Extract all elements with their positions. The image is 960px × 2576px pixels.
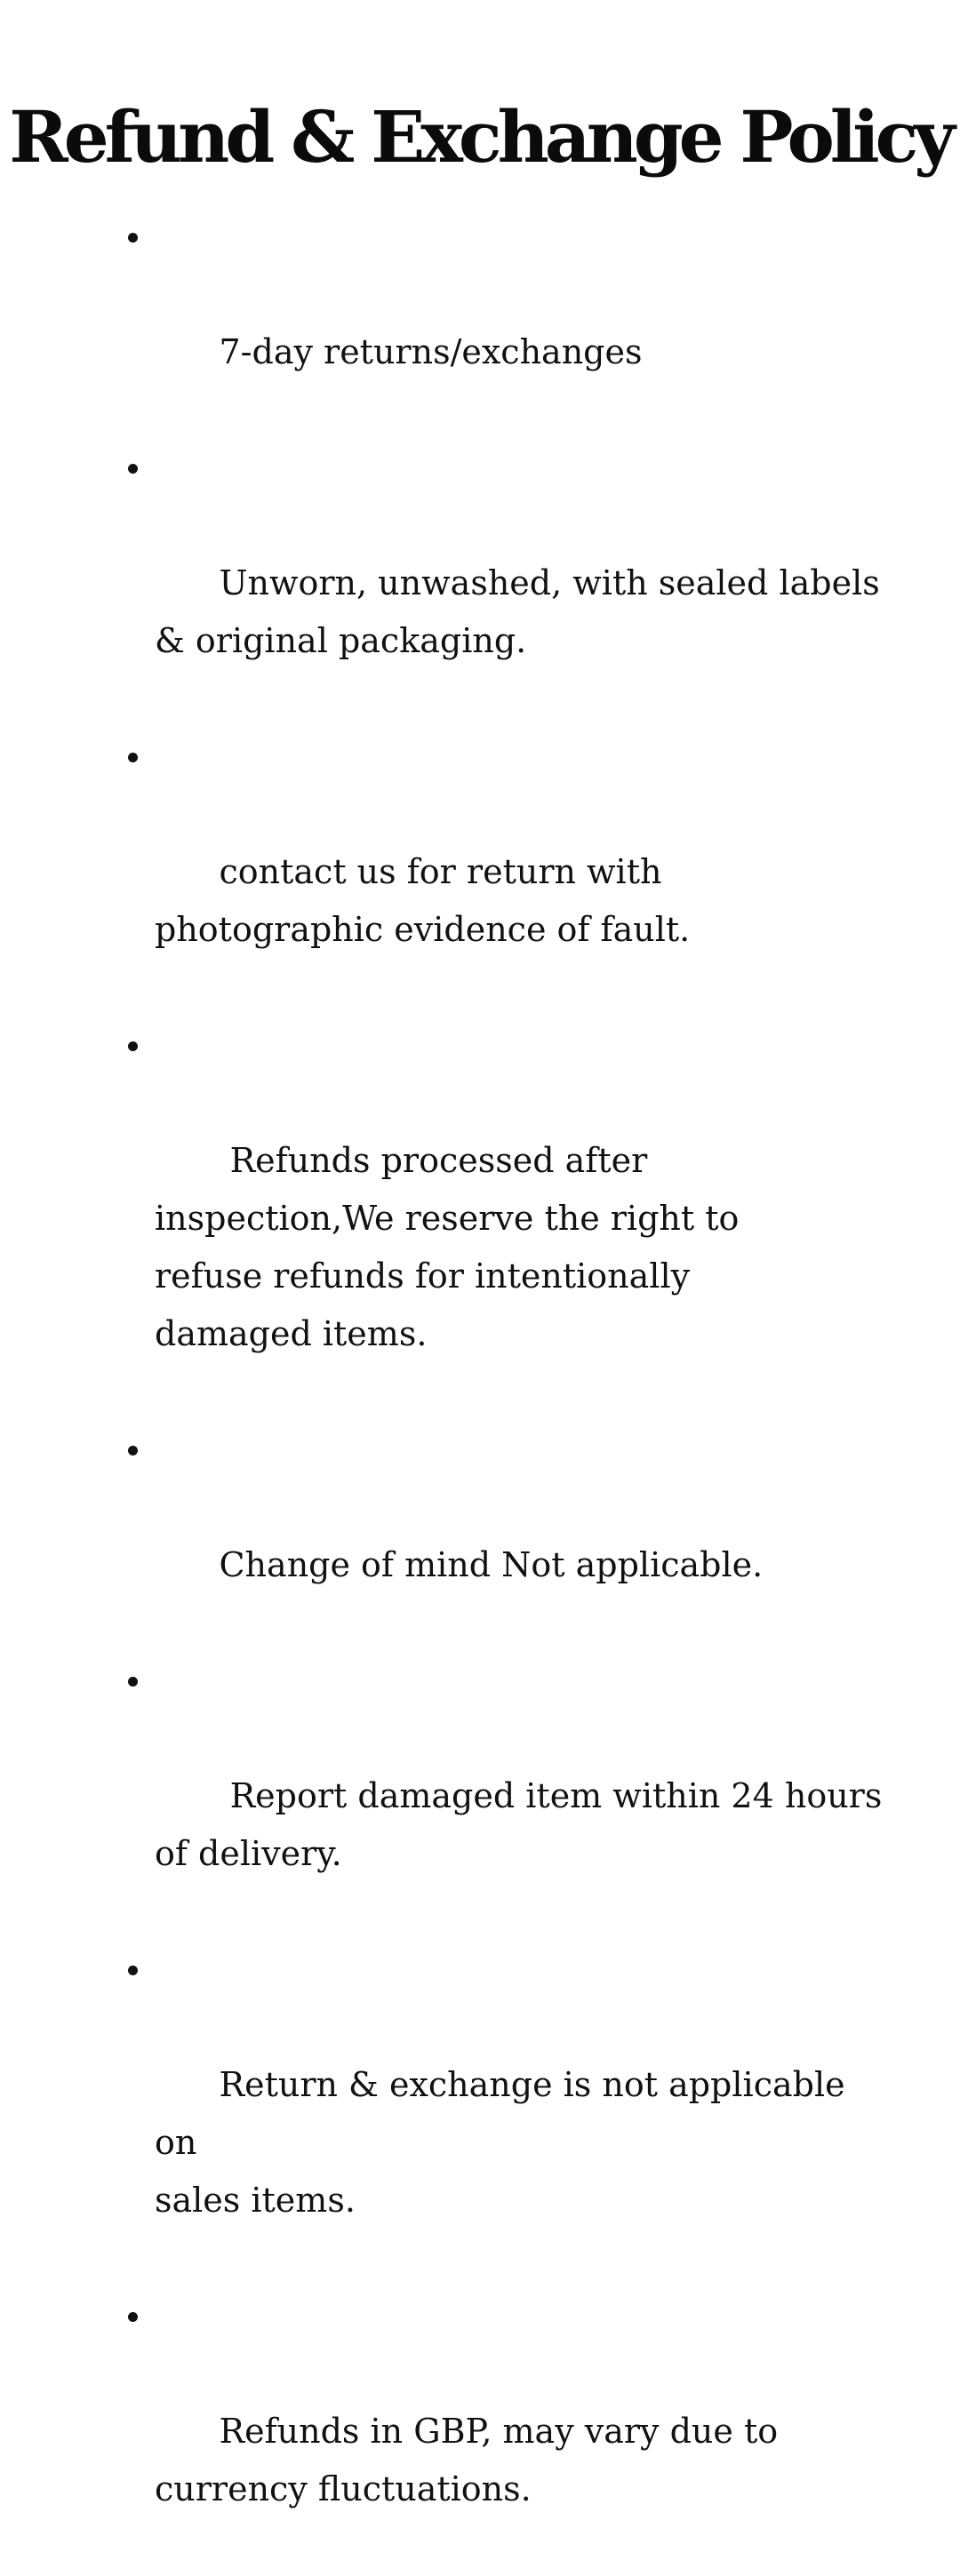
policy-item-inspection bbox=[155, 1017, 892, 1421]
bullet-icon bbox=[128, 233, 138, 243]
policy-item-text: Report damaged item within 24 hours of delivery. bbox=[155, 1776, 883, 1873]
policy-item-text: 7-day returns/exchanges bbox=[219, 332, 643, 371]
bullet-icon bbox=[128, 2312, 138, 2322]
page-title: Refund & Exchange Policy bbox=[9, 95, 951, 179]
policy-item-text: Refunds in GBP, may vary due to currency fluctuations. bbox=[155, 2412, 779, 2508]
policy-item-return-window bbox=[155, 208, 892, 439]
policy-item-text: Change of mind Not applicable. bbox=[219, 1545, 764, 1584]
policy-item-damage-report bbox=[155, 1652, 892, 1941]
bullet-icon bbox=[128, 1966, 138, 1975]
bullet-icon bbox=[128, 464, 138, 474]
policy-item-currency bbox=[155, 2287, 892, 2576]
bullet-icon bbox=[128, 1041, 138, 1051]
policy-item-change-of-mind bbox=[155, 1421, 892, 1652]
policy-item-text: Return & exchange is not applicable on sales items. bbox=[155, 2065, 845, 2220]
policy-item-text: contact us for return with photographic evidence of fault. bbox=[155, 852, 691, 949]
bullet-icon bbox=[128, 1677, 138, 1687]
policy-item-sale-items bbox=[155, 1941, 892, 2287]
bullet-icon bbox=[128, 1446, 138, 1455]
policy-item-contact bbox=[155, 728, 892, 1017]
policy-item-text: Unworn, unwashed, with sealed labels & original packaging. bbox=[155, 563, 880, 660]
policy-item-text: Refunds processed after inspection,We reserve the right to refuse refunds for intentionally damaged items. bbox=[155, 1141, 740, 1353]
bullet-icon bbox=[128, 753, 138, 762]
policy-item-condition bbox=[155, 439, 892, 728]
policy-list bbox=[155, 208, 892, 2576]
